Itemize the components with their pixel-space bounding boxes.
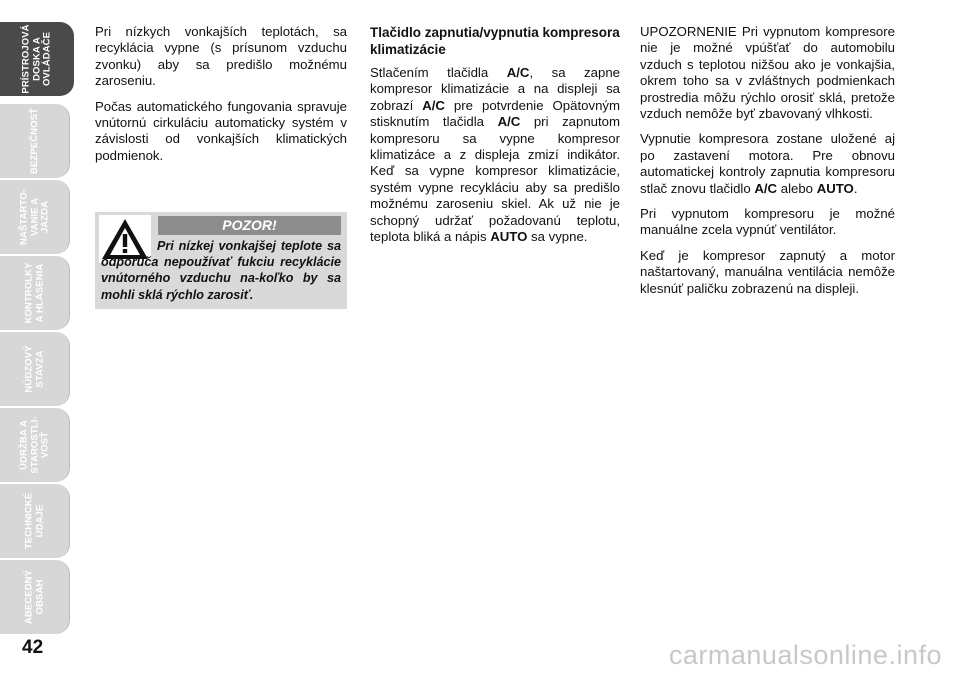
paragraph: UPOZORNENIE Pri vypnutom kompresore nie je možné vpúšťať do automobilu vzduch s teplotou nižšou ako je vonkajšia, okrem toho sa v zvláštnych podmienkach prostredia môžu rýchlo orosiť sklá, pretože vzduch nemôže byť zbavovaný vlhkosti. <box>640 24 895 122</box>
text: pri zapnutom kompresoru sa vypne kompresor klimatizáce a z displeja zmizí indikátor. Keď sa vypne kompresor klimatizácie, systém vypne recykláciu aby sa predišlo možnému zaroseniu skiel. Ak už nie je schopný udržať požadovanú teplotu, teplota bliká a nápis <box>370 114 620 245</box>
auto-key-label: AUTO <box>490 229 528 245</box>
paragraph <box>370 65 620 245</box>
auto-key-label: AUTO <box>816 180 854 196</box>
tab-bezpecnost[interactable] <box>0 104 70 178</box>
tab-nudzovy-stav[interactable] <box>0 332 70 406</box>
ac-key-label: A/C <box>506 65 530 80</box>
tab-label: TECHNICKÉ ÚDAJE <box>23 492 45 550</box>
paragraph: Pri vypnutom kompresoru je možné manuálne zcela vypnúť ventilátor. <box>640 206 895 238</box>
ac-key-label: A/C <box>754 180 778 196</box>
column-2 <box>370 24 620 254</box>
tab-pristrojova-doska[interactable] <box>0 22 74 96</box>
side-tabs <box>0 0 72 640</box>
tab-label: ÚDRŽBA A STAROSTLI- VOSŤ <box>17 416 50 474</box>
tab-label: ABECEDNÝ OBSAH <box>23 569 45 625</box>
paragraph: Keď je kompresor zapnutý a motor naštartovaný, manuálna ventilácia nemôže klesnúť paličku zobrazenú na displeji. <box>640 247 895 296</box>
paragraph: Pri nízkych vonkajších teplotách, sa recyklácia vypne (s prísunom vzduchu zvonku) aby sa predišlo možnému zaroseniu. <box>95 24 347 89</box>
paragraph: Počas automatického fungovania spravuje vnútornú cirkuláciu automaticky systém v závislosti od vonkajších klimatických podmienok. <box>95 98 347 163</box>
warning-text: Pri nízkej vonkajšej teplote sa odporúča nepoužívať fukciu recyklácie vnútorného vzduchu na-koľko by sa mohli sklá rýchlo zarosiť. <box>101 239 341 302</box>
warning-box <box>95 212 347 309</box>
text: pre potvrdenie Opätovným stisknutím tlačidla <box>370 97 620 130</box>
tab-label: NAŠTARTO- VANIE A JAZDA <box>17 189 50 245</box>
ac-key-label: A/C <box>422 97 445 113</box>
tab-nastartovanie[interactable] <box>0 180 70 254</box>
text: , sa zapne kompresor klimatizácie a na displeji sa zobrazí <box>370 65 620 113</box>
text: Vypnutie kompresora zostane uložené aj po zastavení motora. Pre obnovu automatickej kontroly zapnutia kompresoru stlač znovu tlačidlo <box>640 131 895 196</box>
text: Stlačením tlačidla <box>370 65 507 80</box>
tab-label: BEZPEČNOSŤ <box>28 108 40 174</box>
tab-technicke-udaje[interactable] <box>0 484 70 558</box>
watermark: carmanualsonline.info <box>668 640 942 670</box>
tab-label: NÚDZOVÝ STAVZA <box>23 345 45 393</box>
column-3 <box>640 24 895 306</box>
tab-abecedny-obsah[interactable] <box>0 560 70 634</box>
text: . <box>853 180 858 196</box>
paragraph <box>640 131 895 197</box>
section-heading: Tlačidlo zapnutia/vypnutia kompresora klimatizácie <box>370 25 620 57</box>
page-number: 42 <box>22 637 44 658</box>
tab-kontrolky[interactable] <box>0 256 70 330</box>
tab-label: PRÍSTROJOVÁ DOSKA A OVLÁDAČE <box>20 24 53 94</box>
column-1 <box>95 24 347 173</box>
text: sa vypne. <box>527 229 588 245</box>
tab-label: KONTROLKY A HLÁSENIA <box>23 262 45 324</box>
ac-key-label: A/C <box>497 114 521 130</box>
text: alebo <box>777 180 817 196</box>
tab-udrzba[interactable] <box>0 408 70 482</box>
warning-title: POZOR! <box>158 216 341 235</box>
